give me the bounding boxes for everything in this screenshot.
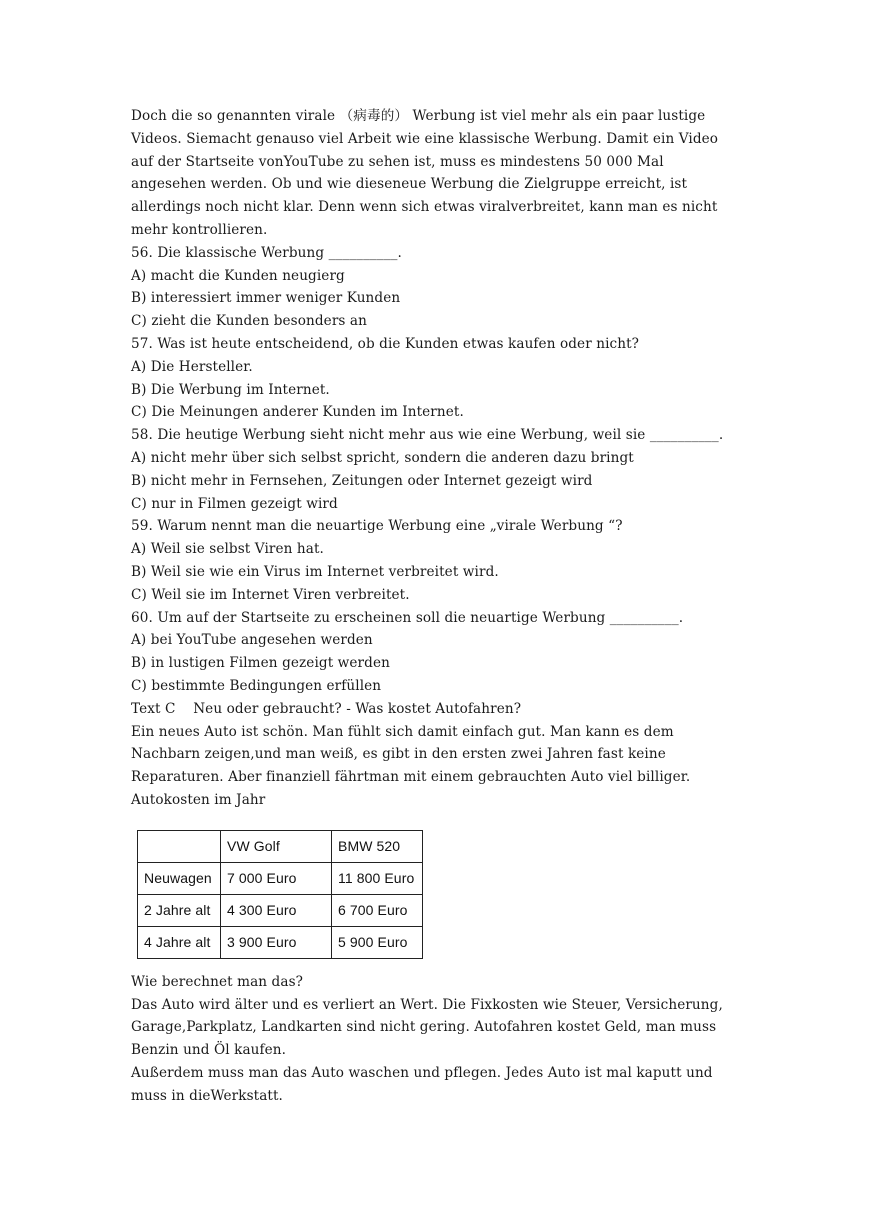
option-b: B) Weil sie wie ein Virus im Internet verbreitet wird. [131,563,499,580]
cost-table-wrapper [137,830,741,959]
question-stem: 60. Um auf der Startseite zu erscheinen soll die neuartige Werbung __________. [131,609,684,626]
table-header-cell: VW Golf [221,830,332,862]
table-cell: 11 800 Euro [332,862,423,894]
option-a: A) nicht mehr über sich selbst spricht, sondern die anderen dazu bringt [131,449,634,466]
table-row [138,926,423,958]
table-row [138,862,423,894]
document-page [131,105,741,1107]
table-cell: 3 900 Euro [221,926,332,958]
option-a: A) macht die Kunden neugierg [131,267,345,284]
question-59 [131,515,741,606]
question-stem: 56. Die klassische Werbung __________. [131,244,402,261]
question-58 [131,424,741,515]
option-b: B) in lustigen Filmen gezeigt werden [131,655,390,672]
table-cell: 5 900 Euro [332,926,423,958]
text-c-title: Text C Neu oder gebraucht? - Was kostet Autofahren? [131,700,522,717]
table-cell: 7 000 Euro [221,862,332,894]
option-c: C) Die Meinungen anderer Kunden im Internet. [131,404,464,421]
option-b: B) interessiert immer weniger Kunden [131,290,401,307]
option-c: C) zieht die Kunden besonders an [131,313,367,330]
table-cell: 4 Jahre alt [138,926,221,958]
table-row [138,894,423,926]
option-b: B) Die Werbung im Internet. [131,381,330,398]
cost-table [137,830,423,959]
intro-paragraph: Doch die so genannten virale （病毒的） Werbung ist viel mehr als ein paar lustige Videos. Siemacht genauso viel Arbeit wie eine klassische Werbung. Damit ein Video auf der Startseite vonYouTube zu sehen ist, muss es mindestens 50 000 Mal angesehen werden. Ob und wie dieseneue Werbung die Zielgruppe erreicht, ist allerdings noch nicht klar. Denn wenn sich etwas viralverbreitet, kann man es nicht mehr kontrollieren. [131,108,723,238]
option-a: A) Weil sie selbst Viren hat. [131,541,324,558]
question-stem: 57. Was ist heute entscheidend, ob die Kunden etwas kaufen oder nicht? [131,335,640,352]
table-header-row [138,830,423,862]
text-c-paragraph: Ein neues Auto ist schön. Man fühlt sich damit einfach gut. Man kann es dem Nachbarn zeigen,und man weiß, es gibt in den ersten zwei Jahren fast keine Reparaturen. Aber finanziell fährtman mit einem gebrauchten Auto viel billiger. [131,723,691,786]
option-c: C) Weil sie im Internet Viren verbreitet. [131,586,410,603]
care-paragraph: Außerdem muss man das Auto waschen und pflegen. Jedes Auto ist mal kaputt und muss in dieWerkstatt. [131,1064,718,1104]
table-cell: Neuwagen [138,862,221,894]
option-a: A) bei YouTube angesehen werden [131,632,373,649]
table-header-cell [138,830,221,862]
option-c: C) nur in Filmen gezeigt wird [131,495,338,512]
question-stem: 59. Warum nennt man die neuartige Werbung eine „virale Werbung “? [131,518,623,535]
table-caption: Autokosten im Jahr [131,791,266,808]
option-c: C) bestimmte Bedingungen erfüllen [131,677,382,694]
question-57 [131,333,741,424]
option-a: A) Die Hersteller. [131,358,253,375]
table-cell: 4 300 Euro [221,894,332,926]
costs-paragraph: Das Auto wird älter und es verliert an Wert. Die Fixkosten wie Steuer, Versicherung, Garage,Parkplatz, Landkarten sind nicht gering. Autofahren kostet Geld, man muss Benzin und Öl kaufen. [131,996,728,1059]
table-cell: 6 700 Euro [332,894,423,926]
question-stem: 58. Die heutige Werbung sieht nicht mehr aus wie eine Werbung, weil sie __________. [131,427,724,444]
calc-question: Wie berechnet man das? [131,973,304,990]
question-56 [131,242,741,333]
option-b: B) nicht mehr in Fernsehen, Zeitungen oder Internet gezeigt wird [131,472,593,489]
table-cell: 2 Jahre alt [138,894,221,926]
question-60 [131,607,741,698]
table-header-cell: BMW 520 [332,830,423,862]
